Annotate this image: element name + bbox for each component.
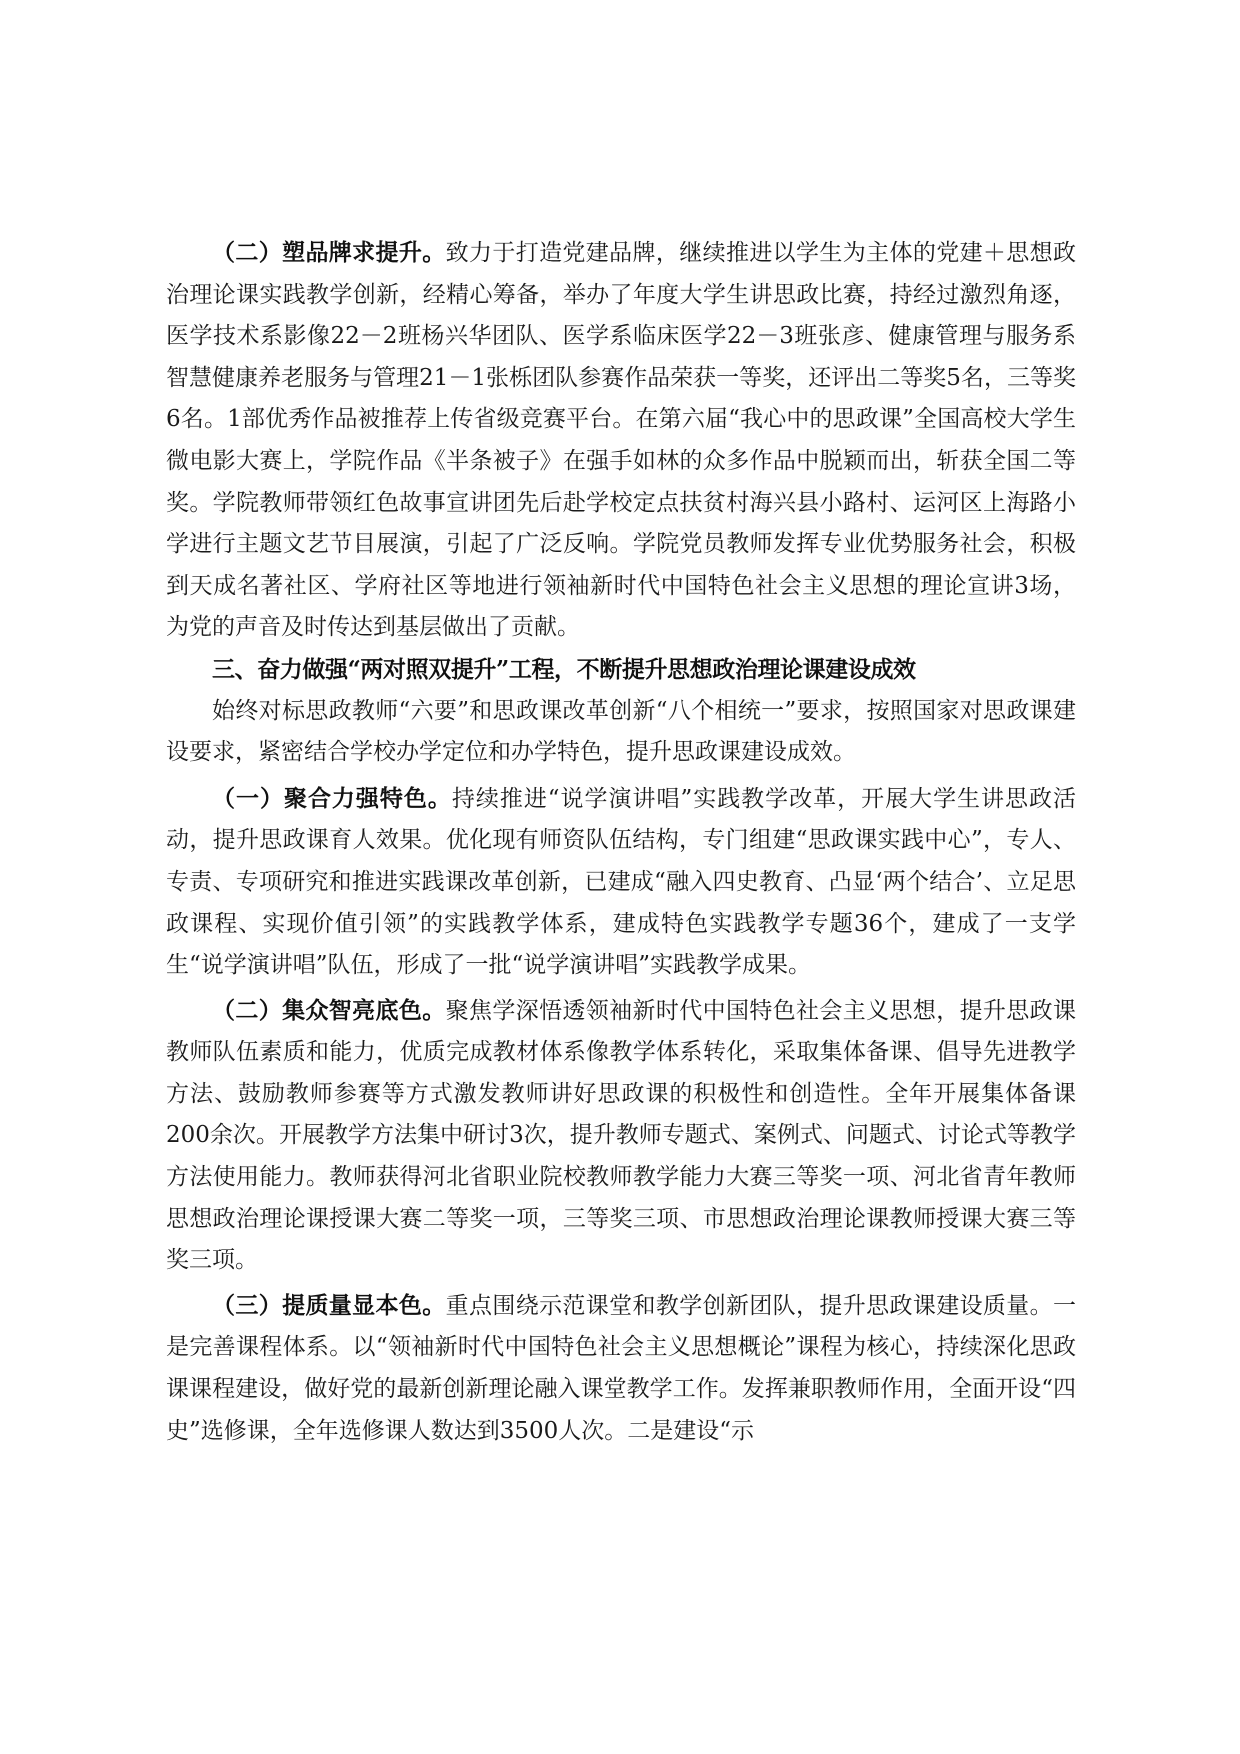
paragraph-text: 持续推进“说学演讲唱”实践教学改革，开展大学生讲思政活动，提升思政课育人效果。优化现有师资队伍结构，专门组建“思政课实践中心”，专人、专责、专项研究和推进实践课改革创新，已建成“融入四史教育、凸显‘两个结合’、立足思政课程、实现价值引领”的实践教学体系，建成特色实践教学专题36个，建成了一支学生“说学演讲唱”队伍，形成了一批“说学演讲唱”实践教学成果。	[166, 785, 1076, 979]
paragraph-quality	[166, 1285, 1076, 1452]
paragraph-lead: （二）集众智亮底色。	[212, 996, 446, 1024]
paragraph-text: 致力于打造党建品牌，继续推进以学生为主体的党建＋思想政治理论课实践教学创新，经精心筹备，举办了年度大学生讲思政比赛，持经过激烈角逐，医学技术系影像22－2班杨兴华团队、医学系临床医学22－3班张彦、健康管理与服务系智慧健康养老服务与管理21－1张栎团队参赛作品荣获一等奖，还评出二等奖5名，三等奖6名。1部优秀作品被推荐上传省级竞赛平台。在第六届“我心中的思政课”全国高校大学生微电影大赛上，学院作品《半条被子》在强手如林的众多作品中脱颖而出，斩获全国二等奖。学院教师带领红色故事宣讲团先后赴学校定点扶贫村海兴县小路村、运河区上海路小学进行主题文艺节目展演，引起了广泛反响。学院党员教师发挥专业优势服务社会，积极到天成名著社区、学府社区等地进行领袖新时代中国特色社会主义思想的理论宣讲3场，为党的声音及时传达到基层做出了贡献。	[166, 240, 1077, 641]
paragraph-lead: （二）塑品牌求提升。	[212, 239, 446, 266]
paragraph-lead: （一）聚合力强特色。	[212, 784, 452, 812]
document-body	[166, 232, 1076, 1452]
paragraph-section-intro	[166, 691, 1076, 774]
paragraph-text: 聚焦学深悟透领袖新时代中国特色社会主义思想，提升思政课教师队伍素质和能力，优质完成教材体系像教学体系转化，采取集体备课、倡导先进教学方法、鼓励教师参赛等方式激发教师讲好思政课的积极性和创造性。全年开展集体备课200余次。开展教学方法集中研讨3次，提升教师专题式、案例式、问题式、讨论式等教学方法使用能力。教师获得河北省职业院校教师教学能力大赛三等奖一项、河北省青年教师思想政治理论课授课大赛二等奖一项，三等奖三项、市思想政治理论课教师授课大赛三等奖三项。	[166, 997, 1077, 1274]
paragraph-collective-wisdom	[166, 990, 1076, 1282]
paragraph-text: 重点围绕示范课堂和教学创新团队，提升思政课建设质量。一是完善课程体系。以“领袖新时代中国特色社会主义思想概论”课程为核心，持续深化思政课课程建设，做好党的最新创新理论融入课堂教学工作。发挥兼职教师作用，全面开设“四史”选修课，全年选修课人数达到3500人次。二是建设“示	[166, 1292, 1077, 1444]
paragraph-brand-building	[166, 232, 1076, 649]
paragraph-text: 始终对标思政教师“六要”和思政课改革创新“八个相统一”要求，按照国家对思政课建设要求，紧密结合学校办学定位和办学特色，提升思政课建设成效。	[166, 697, 1076, 766]
paragraph-features	[166, 778, 1076, 987]
section-heading: 三、奋力做强“两对照双提升”工程，不断提升思想政治理论课建设成效	[212, 655, 916, 683]
paragraph-lead: （三）提质量显本色。	[212, 1291, 446, 1319]
